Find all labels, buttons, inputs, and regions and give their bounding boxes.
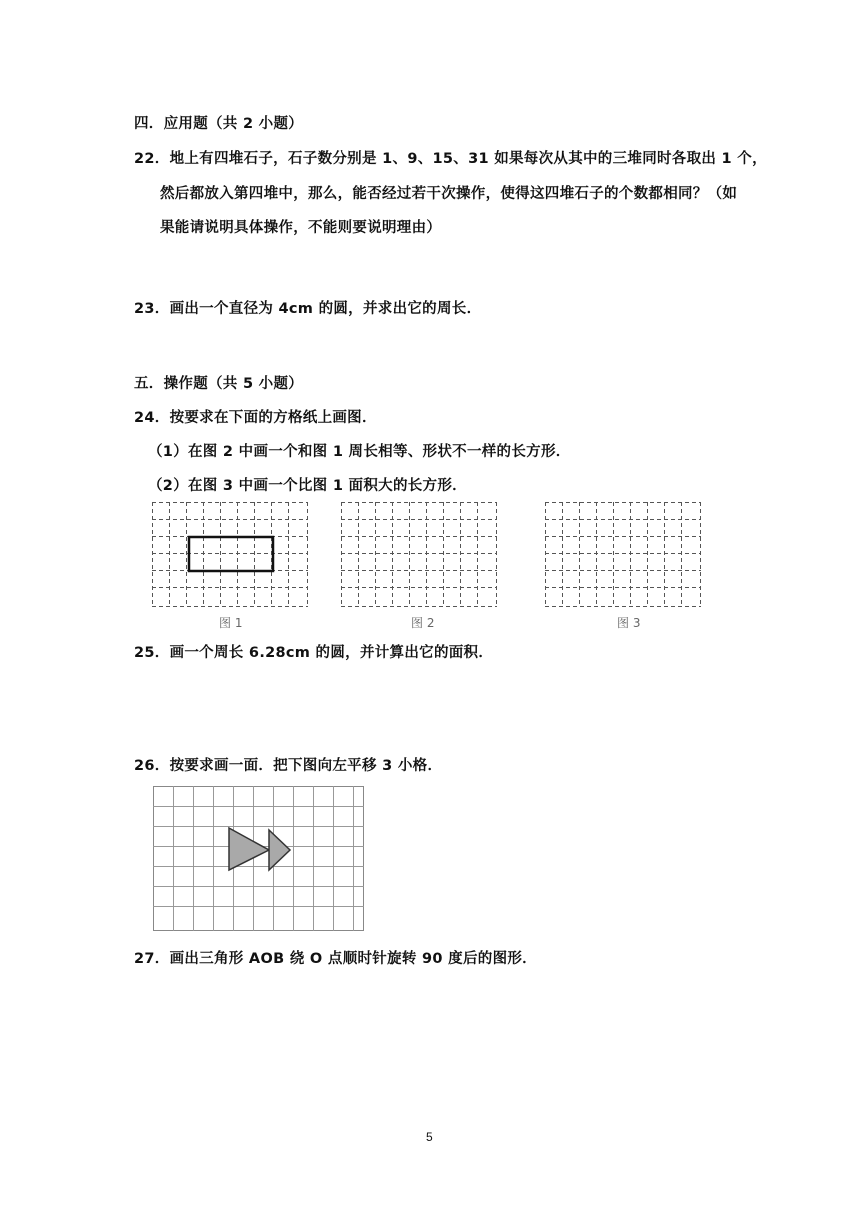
question-26-grid bbox=[153, 786, 365, 932]
question-25: 25．画一个周长 6.28cm 的圆，并计算出它的面积． bbox=[134, 645, 494, 661]
question-23: 23．画出一个直径为 4cm 的圆，并求出它的周长． bbox=[134, 301, 482, 317]
figure-1-caption: 图 1 bbox=[219, 616, 243, 630]
figure-1-grid bbox=[152, 502, 310, 608]
question-27: 27．画出三角形 AOB 绕 O 点顺时针旋转 90 度后的图形． bbox=[134, 951, 537, 967]
question-22-line-3: 果能请说明具体操作，不能则要说明理由） bbox=[160, 220, 442, 236]
section-title-applications: 四．应用题（共 2 小题） bbox=[134, 116, 304, 132]
figure-3-grid bbox=[545, 502, 703, 608]
question-24-part-2: （2）在图 3 中画一个比图 1 面积大的长方形． bbox=[148, 478, 467, 494]
figure-2-grid bbox=[341, 502, 499, 608]
figure-3-caption: 图 3 bbox=[617, 616, 641, 630]
question-24: 24．按要求在下面的方格纸上画图． bbox=[134, 410, 377, 426]
figure-2-caption: 图 2 bbox=[411, 616, 435, 630]
question-22-line-2: 然后都放入第四堆中，那么，能否经过若干次操作，使得这四堆石子的个数都相同？（如 bbox=[160, 186, 738, 202]
section-title-operations: 五．操作题（共 5 小题） bbox=[134, 376, 304, 392]
question-22-line-1: 22．地上有四堆石子，石子数分别是 1、9、15、31 如果每次从其中的三堆同时各取出 1 个， bbox=[134, 151, 767, 167]
question-26: 26．按要求画一面．把下图向左平移 3 小格． bbox=[134, 758, 443, 774]
page-number: 5 bbox=[426, 1130, 433, 1144]
question-24-part-1: （1）在图 2 中画一个和图 1 周长相等、形状不一样的长方形． bbox=[148, 444, 571, 460]
